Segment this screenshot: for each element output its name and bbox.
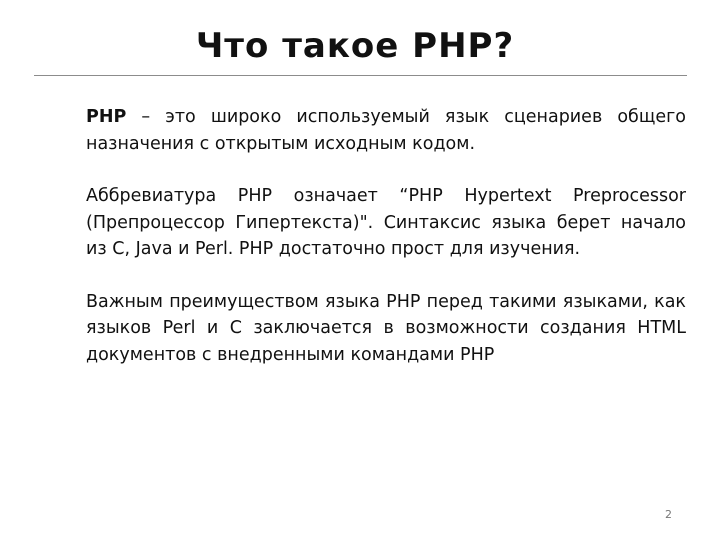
definition-text: – это широко используемый язык сценариев общего назначения с открытым исходным кодом. bbox=[86, 107, 686, 154]
paragraph-definition bbox=[86, 104, 686, 157]
paragraph-abbreviation: Аббревиатура PHP означает “PHP Hypertext Preprocessor (Препроцессор Гипертекста)". Синтаксис языка берет начало из C, Java и Perl. PHP достаточно прост для изучения. bbox=[86, 186, 686, 259]
slide-title: Что такое PHP? bbox=[195, 26, 515, 66]
php-term: PHP bbox=[86, 107, 127, 127]
page-number: 2 bbox=[665, 508, 672, 521]
title-divider bbox=[34, 75, 687, 76]
slide-body bbox=[86, 104, 686, 394]
paragraph-advantage: Важным преимуществом языка PHP перед такими языками, как языков Perl и C заключается в возможности создания HTML документов с внедренными командами PHP bbox=[86, 291, 686, 365]
